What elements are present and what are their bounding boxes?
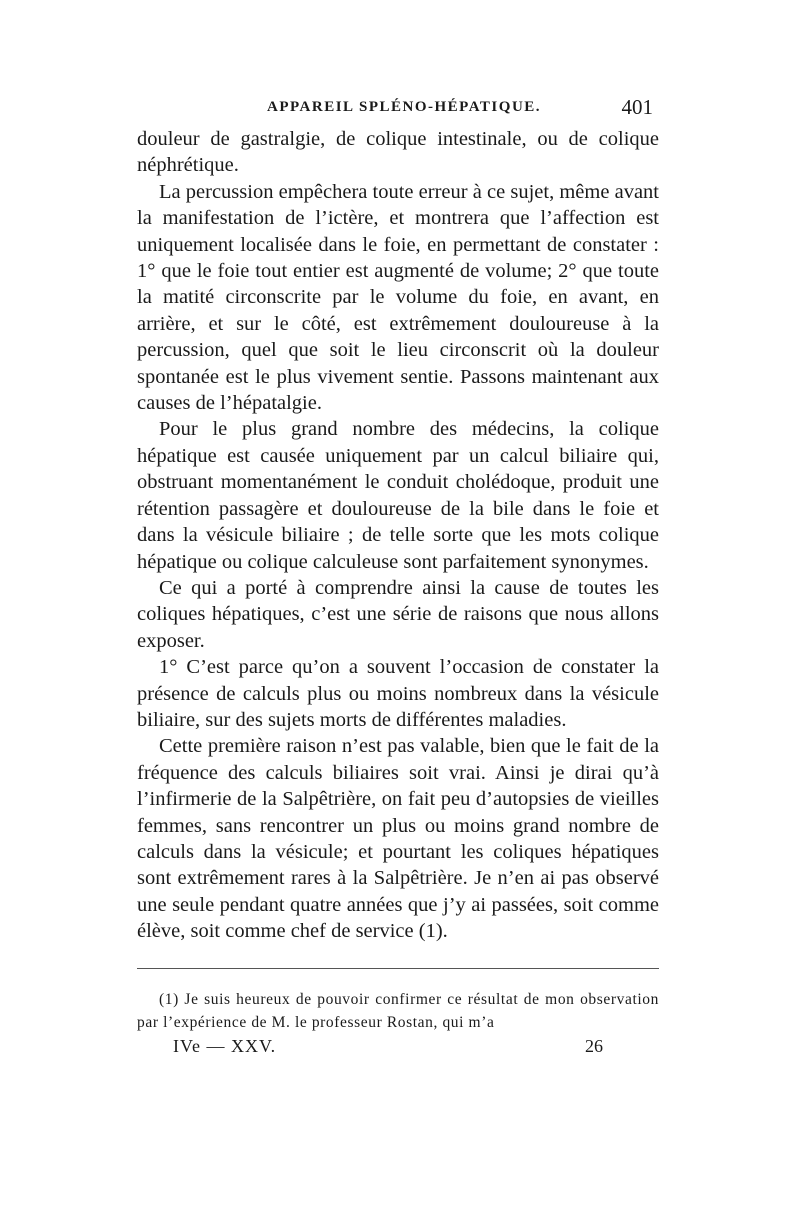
footnote-divider <box>137 968 659 969</box>
paragraph: Pour le plus grand nombre des médecins, la colique hépatique est causée uniquement par un calcul biliaire qui, obstruant momentanément le conduit cholédoque, produit une rétention passagère et douloureuse de la bile dans le foie et dans la vésicule biliaire ; de telle sorte que les mots colique hépatique ou colique calculeuse sont parfaitement synonymes. <box>137 418 659 573</box>
paragraph: 1° C’est parce qu’on a souvent l’occasion de constater la présence de calculs plus ou moins nombreux dans la vésicule biliaire, sur des sujets morts de différentes maladies. <box>137 656 659 731</box>
paragraph: La percussion empêchera toute erreur à ce sujet, même avant la manifestation de l’ictère, et montrera que l’affection est uniquement localisée dans le foie, en permettant de constater : 1° que le foie tout entier est augmenté de volume; 2° que toute la matité circonscrite par le volume du foie, en avant, en arrière, et sur le côté, est extrêmement douloureuse à la percussion, quel que soit le lieu circonscrit où la douleur spontanée est le plus vivement sentie. Passons maintenant aux causes de l’hépatalgie. <box>137 180 659 415</box>
page-number: 401 <box>621 95 653 119</box>
page-header <box>137 95 657 125</box>
footnote: (1) Je suis heureux de pouvoir confirmer ce résultat de mon observation par l’expérience de M. le professeur Rostan, qui m’a <box>137 991 659 1031</box>
signature-mark: IVe — XXV. <box>173 1036 277 1056</box>
paragraph: Ce qui a porté à comprendre ainsi la cause de toutes les coliques hépatiques, c’est une série de raisons que nous allons exposer. <box>137 576 659 652</box>
running-title: APPAREIL SPLÉNO-HÉPATIQUE. <box>267 99 542 115</box>
paragraph: Cette première raison n’est pas valable, bien que le fait de la fréquence des calculs biliaires soit vrai. Ainsi je dirai qu’à l’infirmerie de la Salpêtrière, on fait peu d’autopsies de vieilles femmes, sans rencontrer un plus ou moins grand nombre de calculs dans la vésicule; et pourtant les coliques hépatiques sont extrêmement rares à la Salpêtrière. Je n’en ai pas observé une seule pendant quatre années que j’y ai passées, soit comme élève, soit comme chef de service (1). <box>137 735 659 943</box>
sheet-number: 26 <box>585 1036 603 1056</box>
paragraph: douleur de gastralgie, de colique intestinale, ou de colique néphrétique. <box>137 128 659 177</box>
body-text <box>137 126 659 945</box>
